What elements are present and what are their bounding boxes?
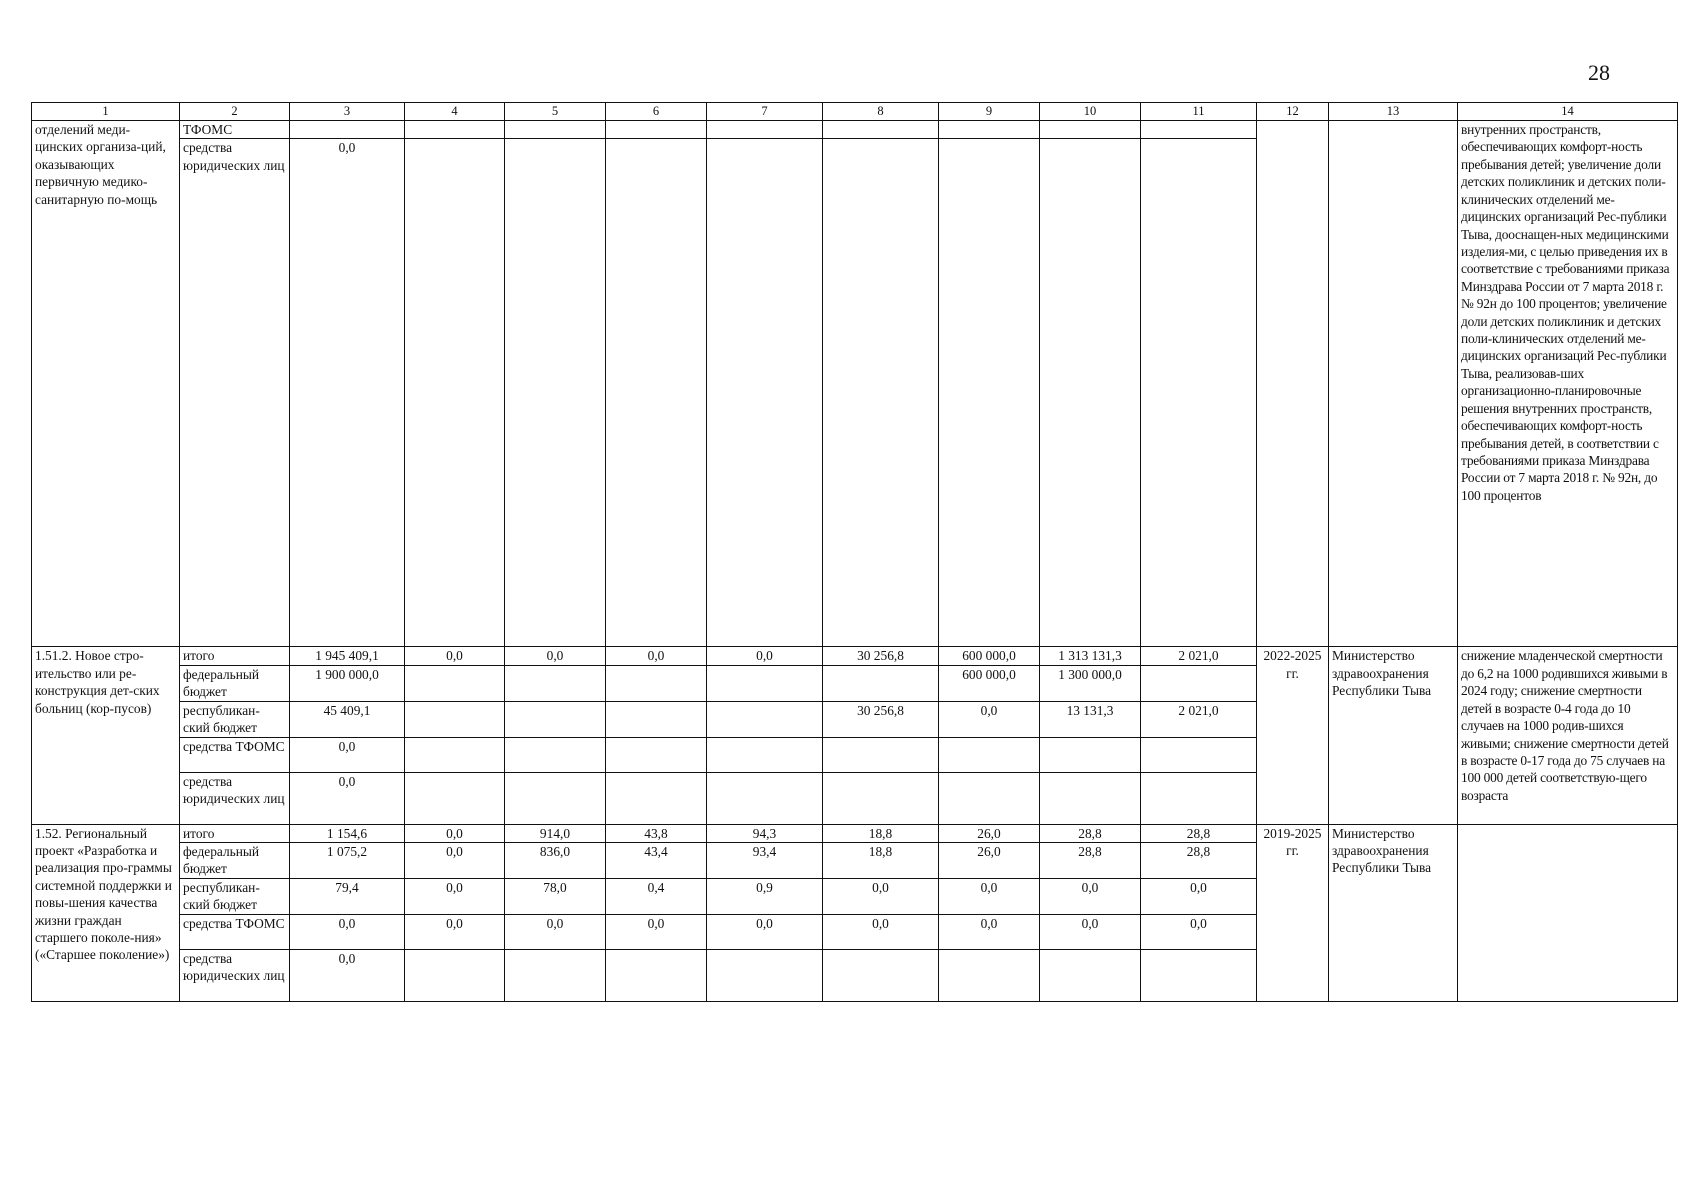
expected-result: снижение младенческой смертности до 6,2 на 1000 родившихся живыми в 2024 году; снижение смертности детей в возрасте 0-4 года до 10 случаев на 1000 родив-шихся живыми; снижение смертности детей в возрасте 0-17 года до 75 случаев на 100 000 детей соответствую-щего возраста [1458,647,1678,824]
value-cell: 0,0 [405,647,505,665]
value-cell [405,665,505,701]
value-cell [707,949,823,1001]
column-number-row [32,103,1678,121]
period-cell [1257,121,1329,647]
value-cell [823,772,939,824]
executor-cell: Министерство здравоохранения Республики Тыва [1329,647,1458,824]
value-cell [290,121,405,139]
measure-name: отделений меди-цинских организа-ций, оказывающих первичную медико-санитарную по-мощь [32,121,180,647]
value-cell: 1 313 131,3 [1040,647,1141,665]
column-number: 5 [505,103,606,121]
value-cell [505,737,606,772]
value-cell: 30 256,8 [823,701,939,737]
value-cell [405,701,505,737]
value-cell [606,121,707,139]
value-cell: 43,8 [606,824,707,842]
value-cell [606,949,707,1001]
value-cell: 26,0 [939,824,1040,842]
value-cell [823,121,939,139]
column-number: 1 [32,103,180,121]
value-cell [405,737,505,772]
value-cell: 0,0 [405,824,505,842]
value-cell: 1 300 000,0 [1040,665,1141,701]
value-cell [1141,949,1257,1001]
column-number: 6 [606,103,707,121]
value-cell [707,121,823,139]
value-cell [505,772,606,824]
funding-source: средства юридических лиц [180,949,290,1001]
column-number: 10 [1040,103,1141,121]
value-cell: 0,0 [1040,878,1141,914]
value-cell: 1 945 409,1 [290,647,405,665]
value-cell: 914,0 [505,824,606,842]
value-cell: 0,4 [606,878,707,914]
value-cell: 0,0 [290,737,405,772]
value-cell [505,665,606,701]
funding-source: средства ТФОМС [180,914,290,949]
value-cell: 45 409,1 [290,701,405,737]
value-cell: 0,0 [606,914,707,949]
column-number: 8 [823,103,939,121]
value-cell [823,139,939,647]
value-cell [707,772,823,824]
value-cell [1040,772,1141,824]
column-number: 11 [1141,103,1257,121]
value-cell: 43,4 [606,842,707,878]
value-cell [505,139,606,647]
value-cell: 0,0 [1040,914,1141,949]
value-cell: 0,0 [1141,914,1257,949]
column-number: 2 [180,103,290,121]
value-cell: 0,0 [405,842,505,878]
funding-source: республикан-ский бюджет [180,878,290,914]
value-cell: 0,0 [707,914,823,949]
value-cell: 0,0 [606,647,707,665]
value-cell [1040,139,1141,647]
period-cell: 2022-2025 гг. [1257,647,1329,824]
value-cell: 0,0 [939,914,1040,949]
value-cell: 26,0 [939,842,1040,878]
value-cell: 30 256,8 [823,647,939,665]
value-cell [505,701,606,737]
value-cell [939,949,1040,1001]
value-cell: 0,0 [290,914,405,949]
value-cell [606,701,707,737]
value-cell [823,665,939,701]
funding-source: республикан-ский бюджет [180,701,290,737]
value-cell [707,665,823,701]
value-cell: 0,0 [823,914,939,949]
page-number: 28 [1588,60,1610,85]
value-cell: 0,0 [290,772,405,824]
column-number: 7 [707,103,823,121]
value-cell [939,139,1040,647]
value-cell: 2 021,0 [1141,701,1257,737]
value-cell: 0,0 [290,949,405,1001]
value-cell: 1 900 000,0 [290,665,405,701]
value-cell: 18,8 [823,842,939,878]
funding-source: итого [180,824,290,842]
expected-result [1458,824,1678,1001]
value-cell: 600 000,0 [939,647,1040,665]
value-cell [1141,121,1257,139]
table-row [32,647,1678,665]
value-cell [405,772,505,824]
value-cell: 1 154,6 [290,824,405,842]
value-cell: 0,0 [707,647,823,665]
value-cell [505,949,606,1001]
value-cell [939,121,1040,139]
value-cell: 2 021,0 [1141,647,1257,665]
value-cell [823,737,939,772]
expected-result: внутренних пространств, обеспечивающих комфорт-ность пребывания детей; увеличение доли детских поликлиник и детских поли-клинических отделений ме-дицинских организаций Рес-публики Тыва, дооснащен-ных медицинскими изделия-ми, с целью приведения их в соответствие с требованиями приказа Минздрава России от 7 марта 2018 г. № 92н до 100 процентов; увеличение доли детских поликлиник и детских поли-клинических отделений ме-дицинских организаций Рес-публики Тыва, реализовав-ших организационно-планировочные решения внутренних пространств, обеспечивающих комфорт-ность пребывания детей, в соответствии с требованиями приказа Минздрава России от 7 марта 2018 г. № 92н, до 100 процентов [1458,121,1678,647]
value-cell: 93,4 [707,842,823,878]
column-number: 9 [939,103,1040,121]
value-cell [405,139,505,647]
value-cell: 0,0 [505,914,606,949]
value-cell: 28,8 [1141,842,1257,878]
value-cell [505,121,606,139]
table-row [32,121,1678,139]
funding-source: средства ТФОМС [180,737,290,772]
period-cell: 2019-2025 гг. [1257,824,1329,1001]
value-cell [1141,665,1257,701]
value-cell: 0,0 [405,914,505,949]
value-cell: 836,0 [505,842,606,878]
executor-cell: Министерство здравоохранения Республики Тыва [1329,824,1458,1001]
column-number: 4 [405,103,505,121]
value-cell [606,737,707,772]
value-cell: 28,8 [1141,824,1257,842]
value-cell [606,772,707,824]
value-cell [1141,772,1257,824]
value-cell: 0,0 [939,878,1040,914]
value-cell [939,772,1040,824]
value-cell: 0,0 [939,701,1040,737]
value-cell [1040,121,1141,139]
value-cell: 18,8 [823,824,939,842]
value-cell [1141,139,1257,647]
value-cell: 78,0 [505,878,606,914]
funding-source: итого [180,647,290,665]
value-cell: 0,0 [1141,878,1257,914]
funding-source: средства юридических лиц [180,772,290,824]
value-cell [405,949,505,1001]
column-number: 3 [290,103,405,121]
value-cell [1141,737,1257,772]
value-cell: 0,0 [290,139,405,647]
value-cell [707,139,823,647]
value-cell [707,737,823,772]
value-cell: 600 000,0 [939,665,1040,701]
value-cell: 28,8 [1040,824,1141,842]
value-cell: 79,4 [290,878,405,914]
funding-source: федеральный бюджет [180,842,290,878]
value-cell [606,665,707,701]
value-cell [405,121,505,139]
value-cell: 0,0 [823,878,939,914]
value-cell [707,701,823,737]
measure-name: 1.52. Региональный проект «Разработка и реализация про-граммы системной поддержки и повы-шения качества жизни граждан старшего поколе-ния» («Старшее поколение») [32,824,180,1001]
measure-name: 1.51.2. Новое стро-ительство или ре-конструкция дет-ских больниц (кор-пусов) [32,647,180,824]
value-cell: 0,9 [707,878,823,914]
value-cell: 1 075,2 [290,842,405,878]
value-cell [606,139,707,647]
value-cell [1040,949,1141,1001]
value-cell: 94,3 [707,824,823,842]
table-row [32,824,1678,842]
column-number: 12 [1257,103,1329,121]
value-cell: 28,8 [1040,842,1141,878]
value-cell: 0,0 [405,878,505,914]
financing-table [31,102,1678,1002]
value-cell: 13 131,3 [1040,701,1141,737]
column-number: 13 [1329,103,1458,121]
value-cell [1040,737,1141,772]
value-cell: 0,0 [505,647,606,665]
funding-source: ТФОМС [180,121,290,139]
value-cell [939,737,1040,772]
funding-source: средства юридических лиц [180,139,290,647]
value-cell [823,949,939,1001]
funding-source: федеральный бюджет [180,665,290,701]
column-number: 14 [1458,103,1678,121]
executor-cell [1329,121,1458,647]
